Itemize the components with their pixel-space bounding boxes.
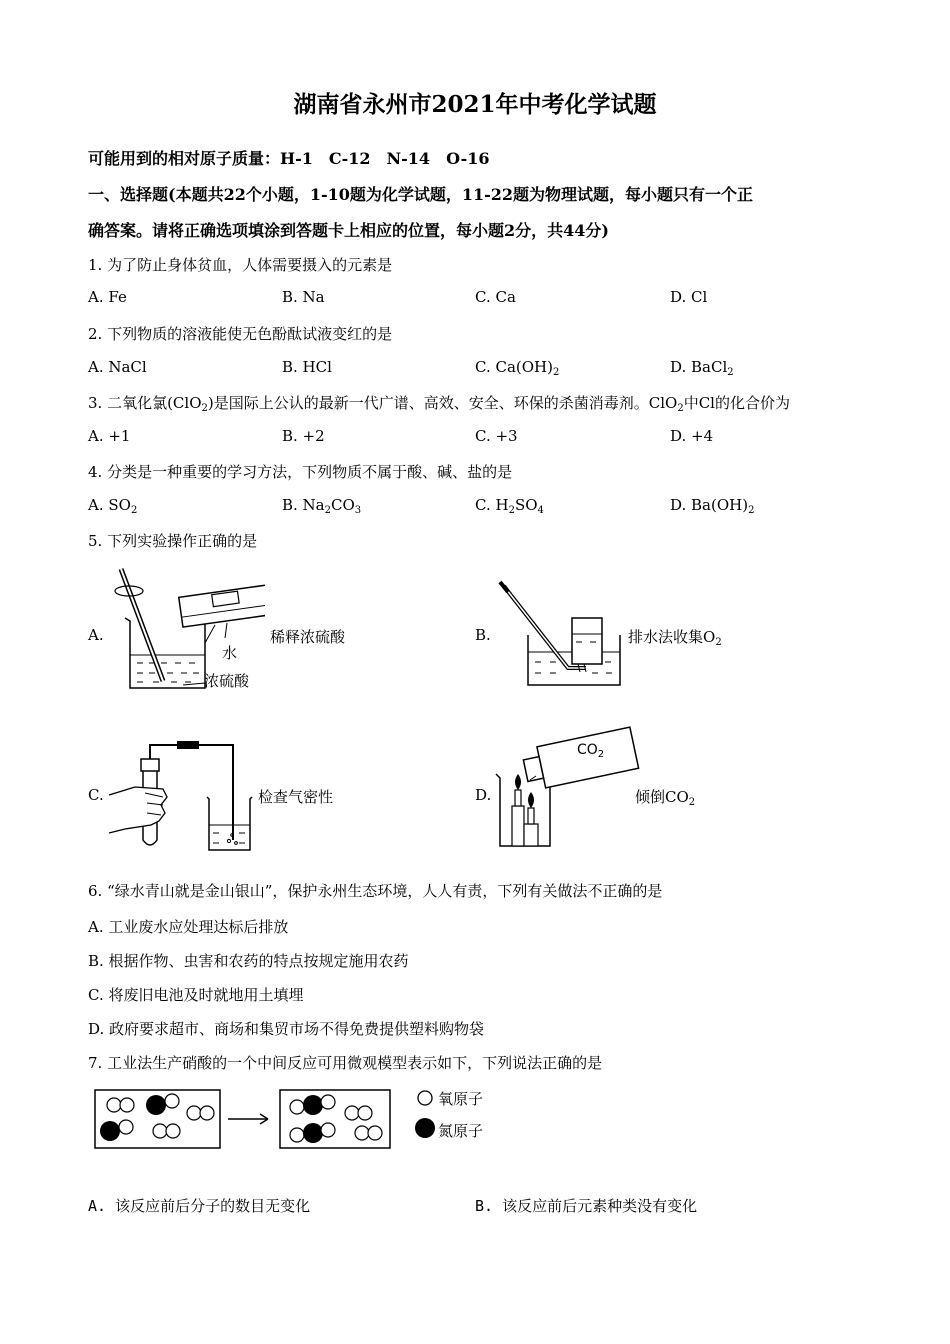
q7-legend-nitrogen: 氮原子	[438, 1122, 484, 1140]
q3-option-c: C. +3	[475, 427, 518, 445]
q5-b-water-collection-diagram	[490, 580, 625, 695]
question-3-stem: 3. 二氧化氯(ClO$_2$)是国际上公认的最新一代广谱、高效、安全、环保的杀菌消毒剂。ClO$_2$中Cl的化合价为	[88, 394, 790, 414]
q1-option-a: A. Fe	[88, 288, 127, 306]
q5-option-b-caption: 排水法收集$O_2$	[628, 628, 722, 648]
question-6-stem: 6. “绿水青山就是金山银山”，保护永州生态环境，人人有责，下列有关做法不正确的是	[88, 882, 663, 900]
q4-option-a: A. $SO_2$	[88, 496, 138, 516]
q5-option-a-caption: 稀释浓硫酸	[270, 628, 346, 646]
q7-legend-oxygen: 氧原子	[438, 1090, 484, 1108]
page-title: 湖南省永州市2021年中考化学试题	[293, 91, 657, 118]
atomic-mass-note: 可能用到的相对原子质量：H-1 C-12 N-14 O-16	[88, 149, 490, 168]
question-5-stem: 5. 下列实验操作正确的是	[88, 532, 258, 550]
q5-a-water-label: 水	[222, 644, 238, 662]
q4-option-c: C. $H_2SO_4$	[475, 496, 544, 516]
q7-option-b: B. 该反应前后元素种类没有变化	[475, 1197, 698, 1215]
q1-option-d: D. Cl	[670, 288, 708, 306]
q6-option-b: B. 根据作物、虫害和农药的特点按规定施用农药	[88, 952, 409, 970]
q5-option-a-letter: A.	[88, 626, 104, 644]
q5-d-bottle-label: $CO_2$	[577, 742, 605, 760]
q4-option-b: B. $Na_2CO_3$	[282, 496, 362, 516]
section-heading-line1: 一、选择题(本题共22个小题，1-10题为化学试题，11-22题为物理试题，每小题只有一个正	[88, 185, 754, 204]
q5-option-d-letter: D.	[475, 786, 492, 804]
q2-option-c: C. $Ca(OH)_2$	[475, 358, 560, 378]
q3-option-a: A. +1	[88, 427, 131, 445]
q1-option-b: B. Na	[282, 288, 325, 306]
q2-option-b: B. HCl	[282, 358, 332, 376]
q6-option-c: C. 将废旧电池及时就地用土填埋	[88, 986, 304, 1004]
q6-option-a: A. 工业废水应处理达标后排放	[88, 918, 289, 936]
q4-option-d: D. $Ba(OH)_2$	[670, 496, 755, 516]
q7-legend-symbols	[414, 1088, 436, 1148]
q6-option-d: D. 政府要求超市、商场和集贸市场不得免费提供塑料购物袋	[88, 1020, 485, 1038]
q5-d-pouring-co2-diagram	[490, 716, 640, 854]
q1-option-c: C. Ca	[475, 288, 516, 306]
question-2-stem: 2. 下列物质的溶液能使无色酚酞试液变红的是	[88, 325, 393, 343]
question-7-stem: 7. 工业法生产硝酸的一个中间反应可用微观模型表示如下，下列说法正确的是	[88, 1054, 603, 1072]
q5-option-b-letter: B.	[475, 626, 491, 644]
q5-a-acid-label: 浓硫酸	[204, 672, 250, 690]
q5-c-airtightness-diagram	[105, 735, 255, 855]
q3-option-b: B. +2	[282, 427, 325, 445]
section-heading-line2: 确答案。请将正确选项填涂到答题卡上相应的位置，每小题2分，共44分)	[88, 221, 609, 240]
question-4-stem: 4. 分类是一种重要的学习方法，下列物质不属于酸、碱、盐的是	[88, 463, 513, 481]
q2-option-a: A. NaCl	[88, 358, 147, 376]
q5-option-d-caption: 倾倒$CO_2$	[635, 788, 696, 808]
question-1-stem: 1. 为了防止身体贫血，人体需要摄入的元素是	[88, 256, 393, 274]
q5-option-c-letter: C.	[88, 786, 104, 804]
q2-option-d: D. BaCl$_2$	[670, 358, 734, 378]
q7-option-a: A. 该反应前后分子的数目无变化	[88, 1197, 311, 1215]
q3-option-d: D. +4	[670, 427, 714, 445]
q7-reaction-model-diagram	[90, 1085, 410, 1155]
q5-option-c-caption: 检查气密性	[258, 788, 334, 806]
